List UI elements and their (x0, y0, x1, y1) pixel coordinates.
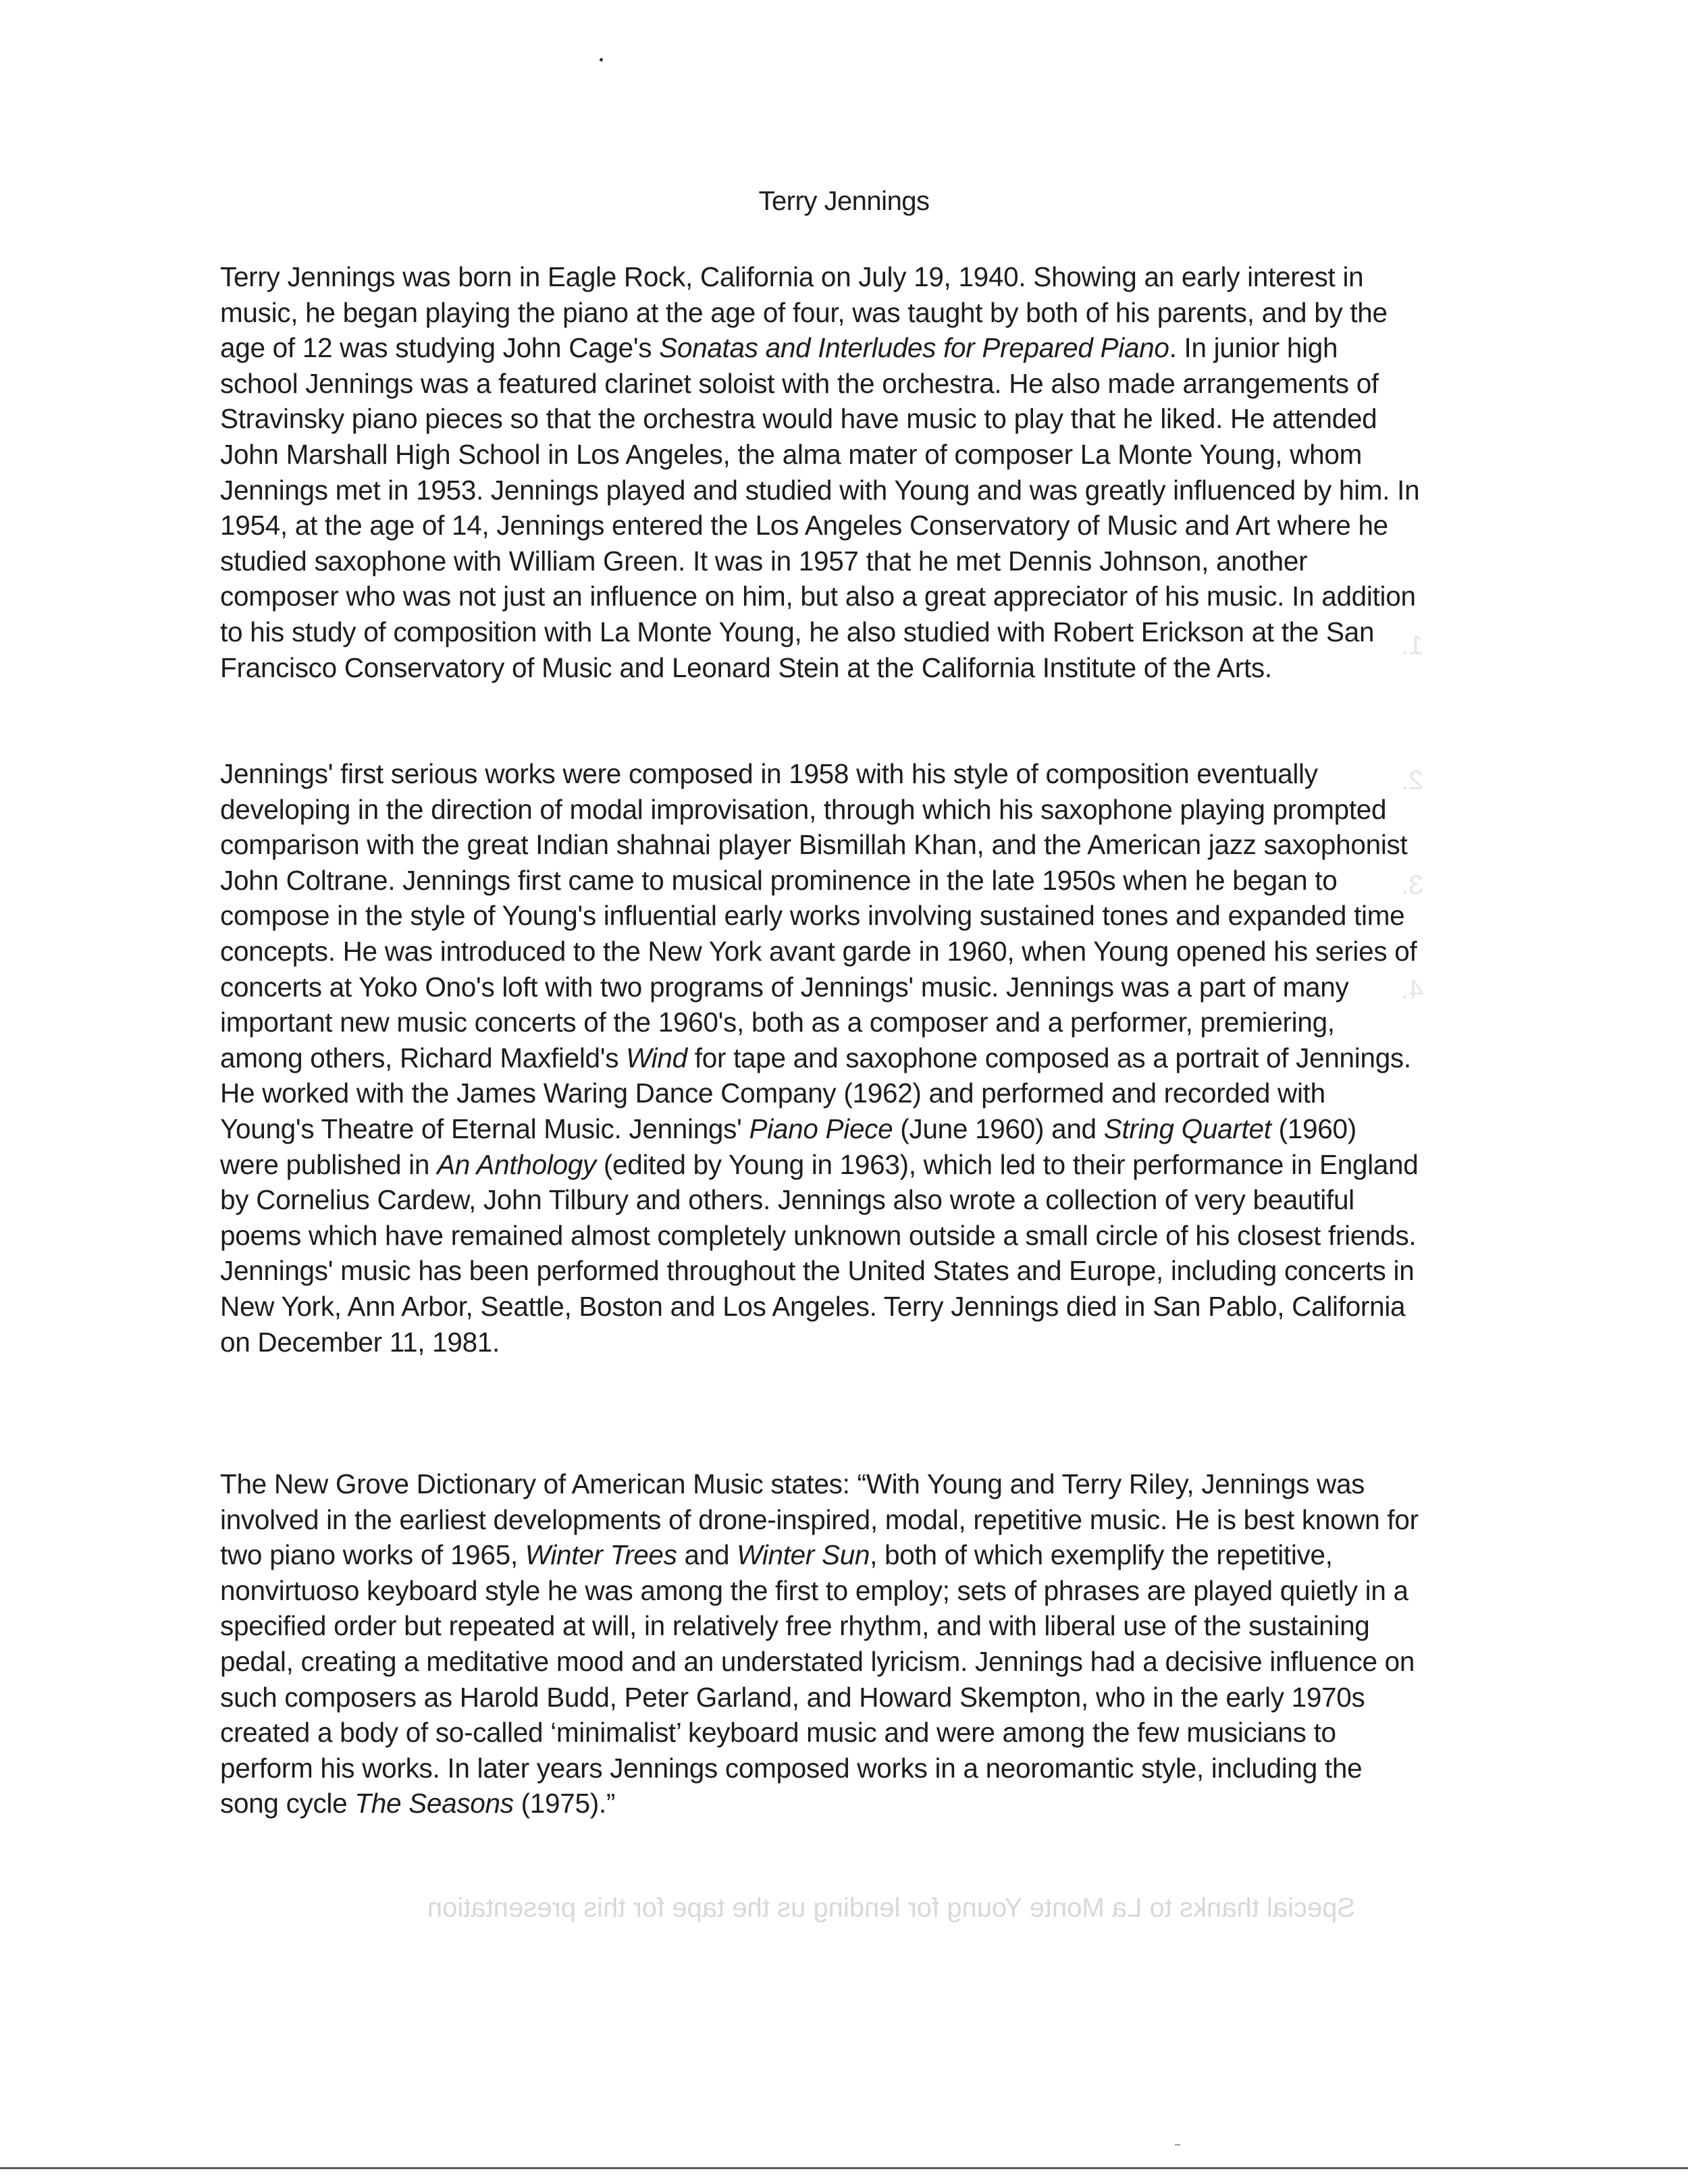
paragraph-text: , both of which exemplify the repetitive, nonvirtuoso keyboard style he was among the first to employ; sets of phrases are played quietly in a specified order but repeated at will, in relatively free rhythm, and with liberal use of the sustaining pedal, creating a meditative mood and an understated lyricism. Jennings had a decisive influence on such composers as Harold Budd, Peter Garland, and Howard Skempton, who in the early 1970s created a body of so-called ‘minimalist’ keyboard music and were among the few musicians to perform his works. In later years Jennings composed works in a neoromantic style, including the song cycle (220, 1539, 1415, 1819)
paragraph-text: Jennings' first serious works were composed in 1958 with his style of composition eventually developing in the direction of modal improvisation, through which his saxophone playing prompted comparison with the great Indian shahnai player Bismillah Khan, and the American jazz saxophonist John Coltrane. Jennings first came to musical prominence in the late 1950s when he began to compose in the style of Young's influential early works involving sustained tones and expanded time concepts. He was introduced to the New York avant garde in 1960, when Young opened his series of concerts at Yoko Ono's loft with two programs of Jennings' music. Jennings was a part of many important new music concerts of the 1960's, both as a composer and a performer, premiering, among others, Richard Maxfield's (220, 758, 1417, 1073)
paragraph-text: . In junior high school Jennings was a featured clarinet soloist with the orchestra. He also made arrangements of Stravinsky piano pieces so that the orchestra would have music to play that he liked. He attended John Marshall High School in Los Angeles, the alma mater of composer La Monte Young, whom Jennings met in 1953. Jennings played and studied with Young and was greatly influenced by him. In 1954, at the age of 14, Jennings entered the Los Angeles Conservatory of Music and Art where he studied saxophone with William Green. It was in 1957 that he met Dennis Johnson, another composer who was not just an influence on him, but also a great appreciator of his music. In addition to his study of composition with La Monte Young, he also studied with Robert Erickson at the San Francisco Conservatory of Music and Leonard Stein at the California Institute of the Arts. (220, 332, 1420, 683)
paragraph-text: for tape and saxophone composed as a portrait of Jennings. He worked with the James Waring Dance Company (1962) and performed and recorded with Young's Theatre of Eternal Music. Jennings' (220, 1042, 1411, 1144)
scan-speck (600, 58, 603, 61)
paragraph-text: and (677, 1539, 737, 1571)
work-title: An Anthology (437, 1148, 596, 1180)
paragraph-text: Terry Jennings was born in Eagle Rock, California on July 19, 1940. Showing an early interest in music, he began playing the piano at the age of four, was taught by both of his parents, and by the age of 12 was studying John Cage's (220, 261, 1388, 364)
work-title: Wind (626, 1042, 687, 1073)
work-title: Winter Sun (737, 1539, 870, 1571)
bleed-through-number: 1. (1401, 631, 1424, 660)
bleed-through-thanks: Special thanks to La Monte Young for lending us the tape for this presentation (427, 1893, 1356, 1923)
paragraph-text: The New Grove Dictionary of American Music states: “With Young and Terry Riley, Jennings was involved in the earliest developments of drone-inspired, modal, repetitive music. He is best known for two piano works of 1965, (220, 1468, 1419, 1571)
paragraph-works (220, 756, 1422, 1360)
scan-mark (1175, 2144, 1180, 2146)
work-title: Sonatas and Interludes for Prepared Piano (659, 332, 1169, 364)
paragraph-text: (June 1960) and (893, 1113, 1104, 1144)
scan-bottom-edge (0, 2167, 1688, 2169)
work-title: The Seasons (354, 1788, 514, 1819)
bleed-through-number: 4. (1401, 975, 1424, 1005)
paragraph-text: (edited by Young in 1963), which led to their performance in England by Cornelius Cardew, John Tilbury and others. Jennings also wrote a collection of very beautiful poems which have remained almost completely unknown outside a small circle of his closest friends. Jennings' music has been performed throughout the United States and Europe, including concerts in New York, Ann Arbor, Seattle, Boston and Los Angeles. Terry Jennings died in San Pablo, California on December 11, 1981. (220, 1148, 1419, 1358)
paragraph-text: (1960) were published in (220, 1113, 1356, 1180)
bleed-through-number: 2. (1401, 766, 1424, 795)
paragraph-text: (1975).” (513, 1788, 616, 1819)
paragraph-grove-quote (220, 1466, 1422, 1821)
work-title: Piano Piece (749, 1113, 893, 1144)
page-title: Terry Jennings (758, 186, 930, 216)
work-title: Winter Trees (525, 1539, 677, 1571)
work-title: String Quartet (1103, 1113, 1271, 1144)
paragraph-biography (220, 259, 1422, 685)
bleed-through-number: 3. (1401, 870, 1424, 900)
